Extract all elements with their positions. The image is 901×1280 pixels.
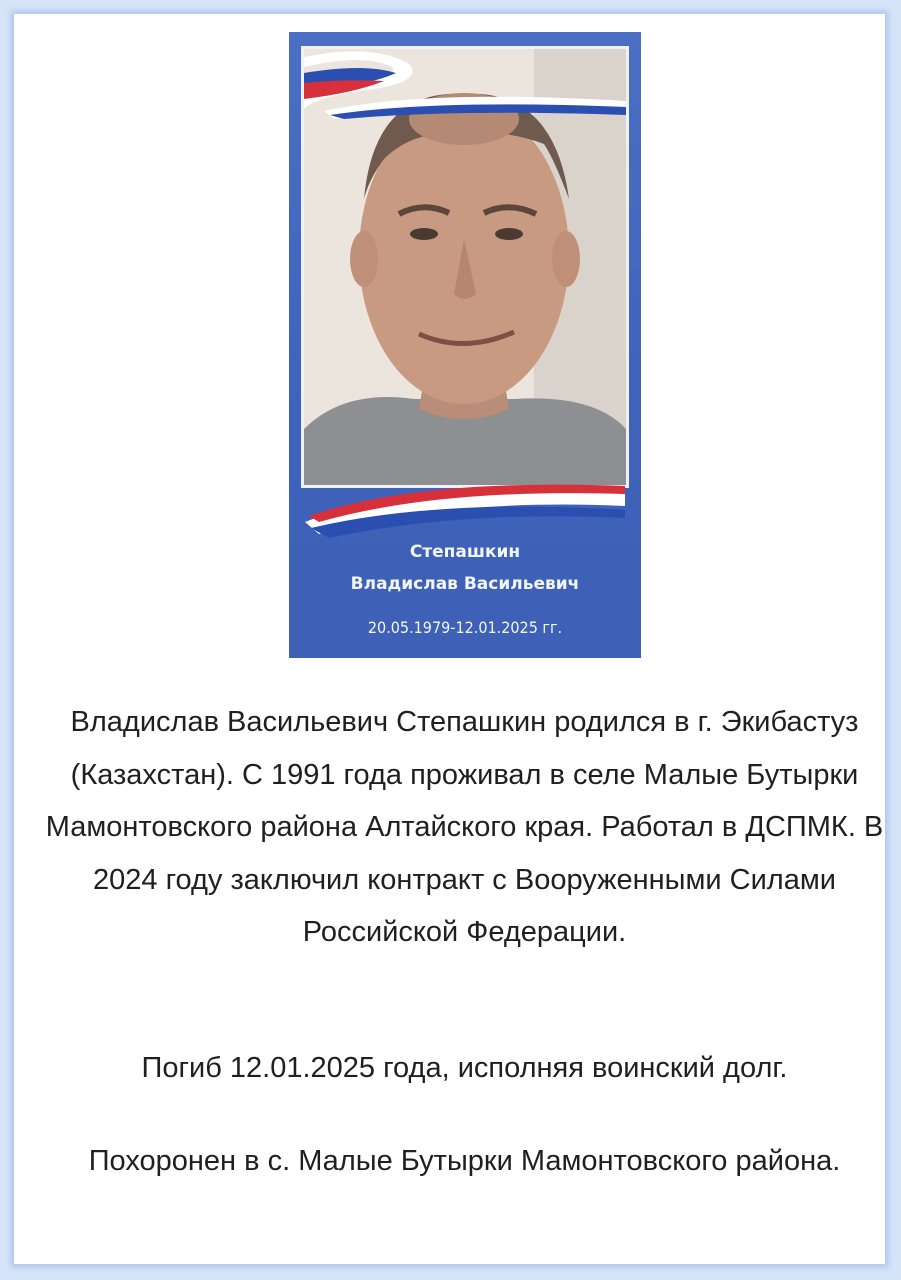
- memorial-page: [14, 14, 885, 1264]
- portrait-photo: [301, 46, 629, 488]
- bio-paragraph-birth: Владислав Васильевич Степашкин родился в г. Экибастуз (Казахстан). С 1991 года проживал в селе Малые Бутырки Мамонтовского района Алтайского края. Работал в ДСПМК. В 2024 году заключил контракт с Вооруженными Силами Российской Федерации.: [45, 706, 884, 948]
- bio-paragraph-burial: Похоронен в с. Малые Бутырки Мамонтовского района.: [88, 1145, 841, 1177]
- tricolor-ribbon-tail: [289, 472, 641, 542]
- card-given-names: Владислав Васильевич: [350, 574, 580, 594]
- bio-paragraph-death: Погиб 12.01.2025 года, исполняя воинский долг.: [141, 1052, 788, 1084]
- tricolor-ribbon-icon: [304, 49, 626, 119]
- memorial-card: [289, 32, 641, 658]
- card-surname: Степашкин: [409, 542, 521, 562]
- card-dates: 20.05.1979-12.01.2025 гг.: [367, 618, 563, 637]
